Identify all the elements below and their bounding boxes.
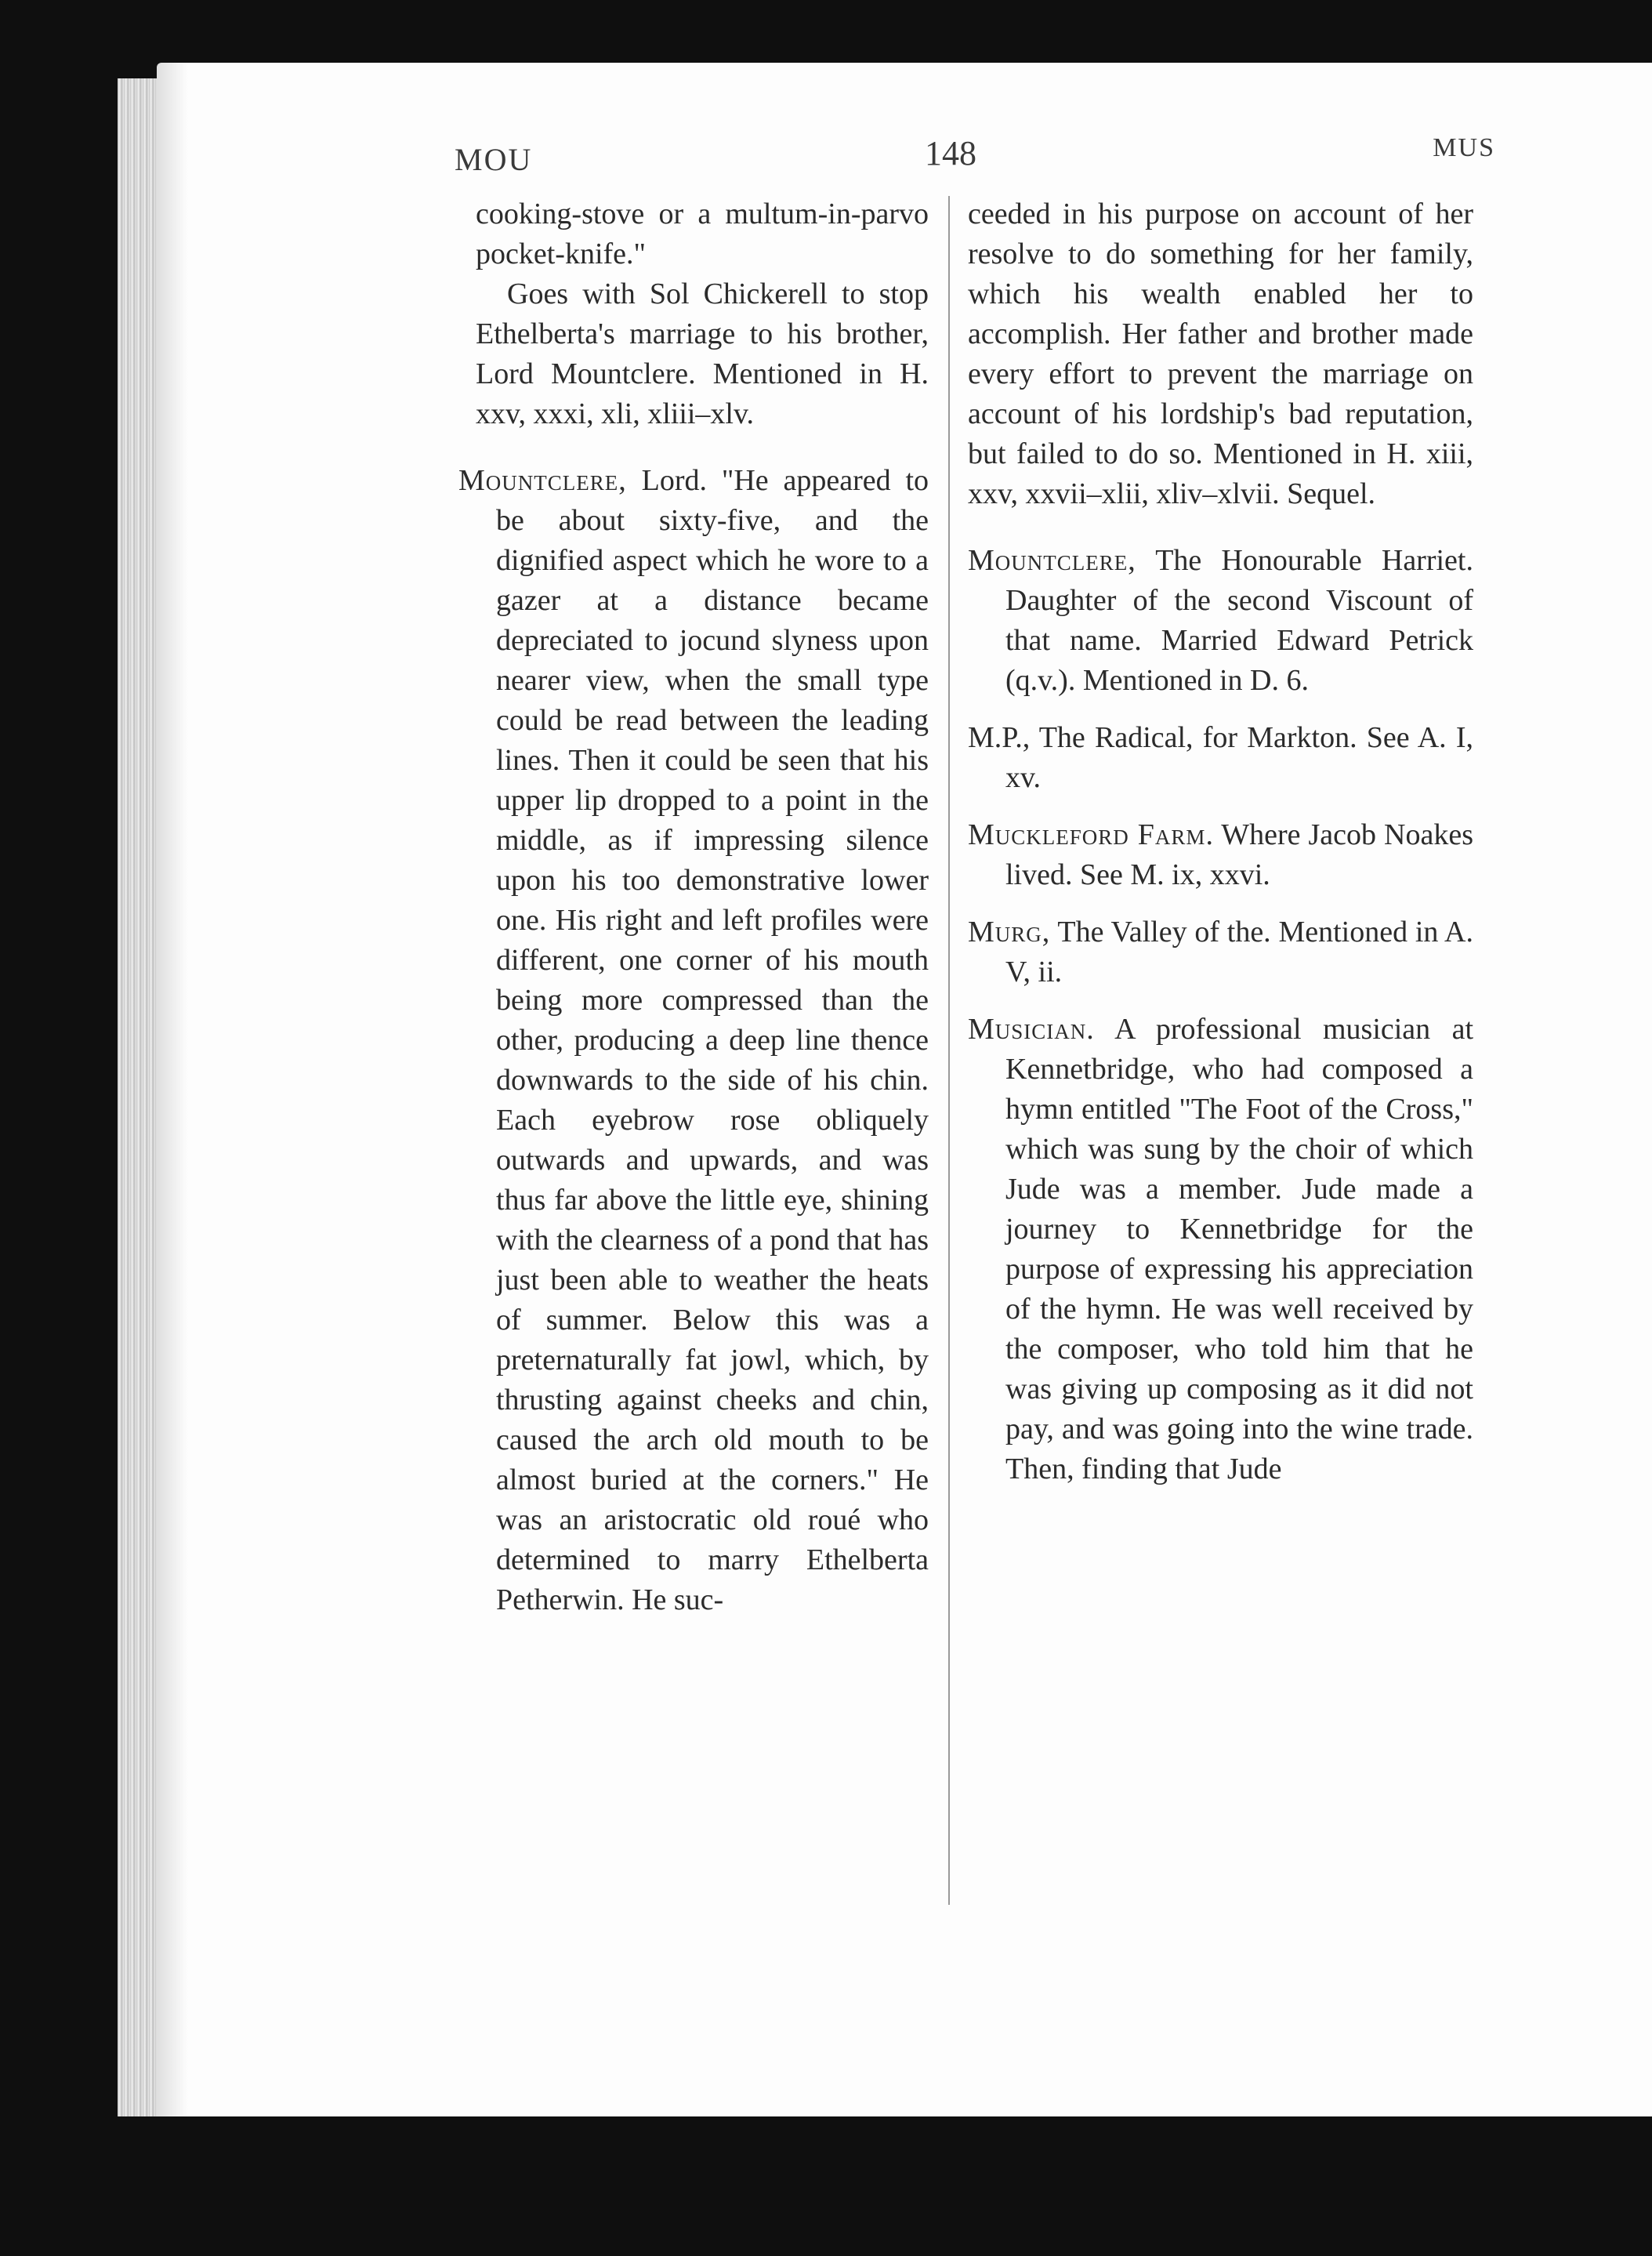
- entry-musician: [968, 1010, 1473, 1489]
- entry-mountclere-lord: [458, 461, 929, 1620]
- entry-headword: Murg,: [968, 916, 1051, 948]
- spine-shadow: [157, 63, 188, 2116]
- continued-text: ceeded in his purpose on account of her resolve to do something for her family, which his wealth enabled her to accomplish. Her father and brother made every effort to prevent the marriage on account of his lordship's bad reputation, but failed to do so. Mentioned in H. xiii, xxv, xxvii–xlii, xliv–xlvii. Sequel.: [968, 198, 1473, 510]
- entry-body: Where Jacob Noakes lived. See M. ix, xxvi.: [1005, 818, 1473, 891]
- entry-headword: Musician.: [968, 1013, 1095, 1046]
- entry-mountclere-harriet: [968, 541, 1473, 701]
- running-head: [455, 133, 1495, 180]
- entry-body: The Valley of the. Mentioned in A. V, ii.: [1005, 916, 1473, 988]
- entry-body: The Honourable Harriet. Daughter of the second Viscount of that name. Married Edward Petrick (q.v.). Mentioned in D. 6.: [1005, 544, 1473, 697]
- entry-headword: Mountclere,: [968, 544, 1136, 577]
- entry-body: Lord. "He appeared to be about sixty-five, and the dignified aspect which he wore to a gazer at a distance became depreciated to jocund slyness upon nearer view, when the small type could be read between the leading lines. Then it could be seen that his upper lip dropped to a point in the middle, as if impressing silence upon his too demonstrative lower one. His right and left profiles were different, one corner of his mouth being more compressed than the other, producing a deep line thence downwards to the side of his chin. Each eyebrow rose obliquely outwards and upwards, and was thus far above the little eye, shining with the clearness of a pond that has just been able to weather the heats of summer. Below this was a preternaturally fat jowl, which, by thrusting against cheeks and chin, caused the arch old mouth to be almost buried at the corners." He was an aristocratic old roué who determined to marry Ethelberta Petherwin. He suc-: [496, 464, 929, 1616]
- entry-headword: Mountclere,: [458, 464, 627, 497]
- left-column: [458, 194, 929, 1638]
- column-divider: [948, 196, 950, 1905]
- entry-mp-radical: [968, 718, 1473, 798]
- page-number: 148: [925, 134, 976, 172]
- entry-body: The Radical, for Markton. See A. I, xv.: [1005, 721, 1473, 794]
- continued-paragraph: Goes with Sol Chickerell to stop Ethelberta's marriage to his brother, Lord Mountclere. Mentioned in H. xxv, xxxi, xli, xliii–xlv.: [476, 277, 929, 430]
- entry-body: A professional musician at Kennetbridge, who had composed a hymn entitled "The Foot of the Cross," which was sung by the choir of which Jude was a member. Jude made a journey to Kennetbridge for the purpose of expressing his appreciation of the hymn. He was well received by the composer, who told him that he was giving up composing as it did not pay, and was going into the wine trade. Then, finding that Jude: [1005, 1013, 1473, 1485]
- entry-headword: M.P.,: [968, 721, 1031, 754]
- header-left-guide: MOU: [455, 142, 533, 177]
- header-right-guide: MUS: [1433, 133, 1495, 162]
- entry-murg: [968, 912, 1473, 992]
- right-column: [968, 194, 1473, 1507]
- entry-headword: Muckleford Farm.: [968, 818, 1214, 851]
- entry-muckleford-farm: [968, 815, 1473, 895]
- continued-text: cooking-stove or a multum-in-parvo pocket-knife.": [476, 198, 929, 270]
